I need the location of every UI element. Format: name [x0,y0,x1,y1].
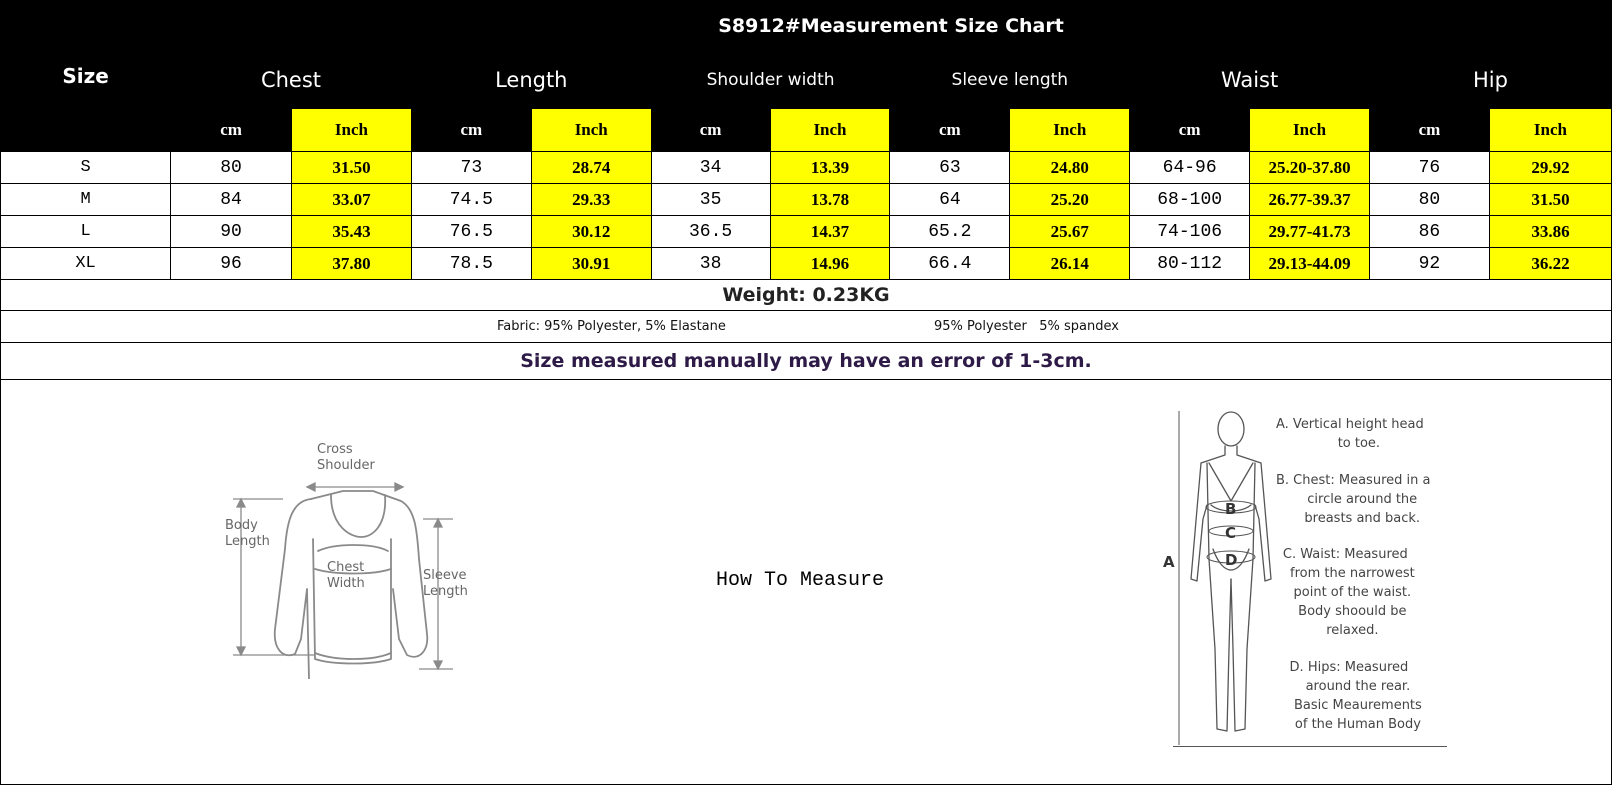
description-b [1276,471,1430,528]
value-cell: 65.2 [890,216,1010,248]
baseline-divider [1173,746,1447,747]
value-cell: 80-112 [1130,248,1250,280]
desc-line: from the narrowest [1290,566,1415,581]
value-cell: 36.22 [1489,248,1611,280]
value-cell: 31.50 [292,152,412,184]
table-row [1,216,1612,248]
value-cell: 34 [651,152,770,184]
fabric-text: Fabric: 95% Polyester, 5% Elastane [497,319,726,334]
col-sleeve-length: Sleeve length [890,52,1130,109]
point-c-label: C [1225,524,1237,542]
value-cell: 76 [1369,152,1489,184]
size-header: Size [1,1,171,152]
table-row [1,248,1612,280]
point-a-label: A [1163,553,1175,571]
value-cell: 24.80 [1010,152,1130,184]
description-c [1276,545,1415,640]
value-cell: 63 [890,152,1010,184]
value-cell: 29.77-41.73 [1250,216,1370,248]
body-length-label: Length [225,534,270,549]
value-cell: 13.39 [770,152,890,184]
unit-cm: cm [651,109,770,152]
value-cell: 25.20-37.80 [1250,152,1370,184]
size-cell: XL [1,248,171,280]
value-cell: 64 [890,184,1010,216]
value-cell: 73 [411,152,531,184]
value-cell: 25.20 [1010,184,1130,216]
chest-width-label: Chest [327,560,365,575]
unit-inch: Inch [531,109,651,152]
value-cell: 29.92 [1489,152,1611,184]
sleeve-length-label: Length [423,584,468,599]
value-cell: 90 [171,216,292,248]
value-cell: 76.5 [411,216,531,248]
desc-line: C. Waist: Measured [1282,547,1408,562]
desc-line: B. Chest: Measured in a [1276,473,1431,488]
value-cell: 68-100 [1130,184,1250,216]
value-cell: 35.43 [292,216,412,248]
unit-inch: Inch [1250,109,1370,152]
error-note: Size measured manually may have an error of 1-3cm. [1,343,1612,380]
how-to-measure-section [1,380,1612,785]
value-cell: 38 [651,248,770,280]
value-cell: 31.50 [1489,184,1611,216]
desc-line: Body shoould be [1298,604,1407,619]
chest-width-label: Width [327,576,365,591]
value-cell: 26.77-39.37 [1250,184,1370,216]
value-cell: 30.91 [531,248,651,280]
unit-cm: cm [1130,109,1250,152]
value-cell: 86 [1369,216,1489,248]
value-cell: 78.5 [411,248,531,280]
unit-inch: Inch [1010,109,1130,152]
value-cell: 14.96 [770,248,890,280]
point-d-label: D [1225,551,1238,569]
value-cell: 92 [1369,248,1489,280]
value-cell: 36.5 [651,216,770,248]
value-cell: 64-96 [1130,152,1250,184]
description-a [1276,415,1424,453]
description-d [1276,658,1422,734]
value-cell: 28.74 [531,152,651,184]
value-cell: 30.12 [531,216,651,248]
desc-line: point of the waist. [1293,585,1412,600]
desc-line: Basic Meaurements [1294,698,1422,713]
value-cell: 84 [171,184,292,216]
value-cell: 26.14 [1010,248,1130,280]
value-cell: 37.80 [292,248,412,280]
chart-title: S8912#Measurement Size Chart [171,1,1612,52]
desc-line: relaxed. [1326,623,1379,638]
how-to-measure-label: How To Measure [716,569,885,592]
desc-line: D. Hips: Measured [1289,660,1409,675]
fabric-alt-text: 95% Polyester 5% spandex [934,319,1119,334]
value-cell: 29.33 [531,184,651,216]
value-cell: 33.86 [1489,216,1611,248]
col-chest: Chest [171,52,412,109]
col-length: Length [411,52,651,109]
weight-text: Weight: 0.23KG [1,280,1612,311]
unit-inch: Inch [770,109,890,152]
value-cell: 80 [171,152,292,184]
body-length-label: Body [225,518,258,533]
value-cell: 66.4 [890,248,1010,280]
body-figure-icon [1161,409,1276,749]
value-cell: 74-106 [1130,216,1250,248]
desc-line: around the rear. [1305,679,1411,694]
col-waist: Waist [1130,52,1370,109]
value-cell: 25.67 [1010,216,1130,248]
fabric-row [1,311,1612,343]
col-shoulder-width: Shoulder width [651,52,890,109]
value-cell: 80 [1369,184,1489,216]
value-cell: 33.07 [292,184,412,216]
size-cell: L [1,216,171,248]
size-cell: M [1,184,171,216]
unit-cm: cm [890,109,1010,152]
value-cell: 35 [651,184,770,216]
unit-inch: Inch [292,109,412,152]
desc-line: A. Vertical height head [1276,417,1424,432]
desc-line: to toe. [1337,436,1381,451]
desc-line: of the Human Body [1294,717,1421,732]
unit-inch: Inch [1489,109,1611,152]
unit-cm: cm [171,109,292,152]
desc-line: breasts and back. [1304,511,1421,526]
table-row [1,152,1612,184]
value-cell: 14.37 [770,216,890,248]
cross-shoulder-label: Cross [317,442,353,457]
cross-shoulder-label: Shoulder [317,458,375,473]
sleeve-length-label: Sleeve [423,568,467,583]
value-cell: 96 [171,248,292,280]
value-cell: 29.13-44.09 [1250,248,1370,280]
col-hip: Hip [1369,52,1611,109]
point-b-label: B [1225,500,1237,518]
sweater-diagram-icon [223,439,483,679]
value-cell: 74.5 [411,184,531,216]
desc-line: circle around the [1307,492,1418,507]
value-cell: 13.78 [770,184,890,216]
unit-cm: cm [411,109,531,152]
table-row [1,184,1612,216]
unit-cm: cm [1369,109,1489,152]
size-cell: S [1,152,171,184]
